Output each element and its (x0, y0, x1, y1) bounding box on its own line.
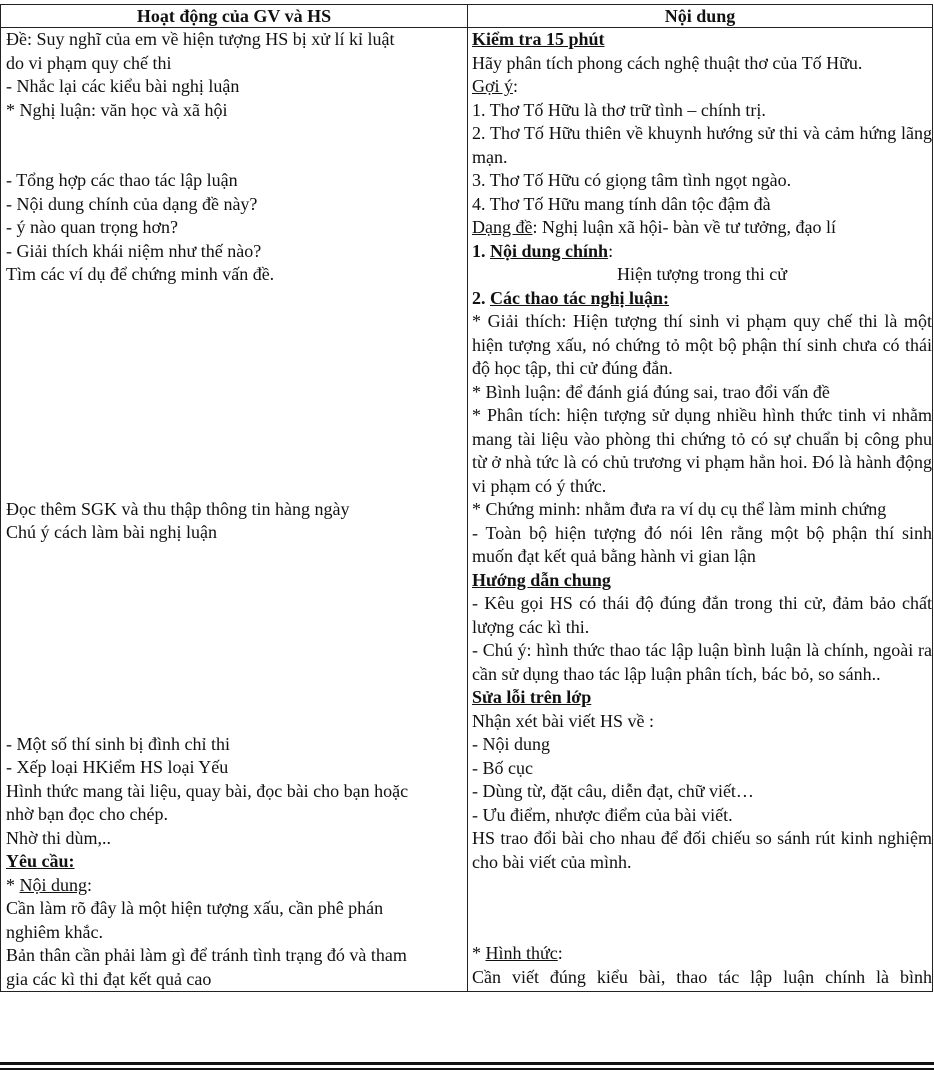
lesson-table (0, 4, 933, 992)
main-content-label: Nội dung chính (490, 240, 609, 261)
main-content-heading (472, 240, 932, 264)
colon: : (608, 240, 614, 261)
activity-line: Tìm các ví dụ để chứng minh vấn đề. (6, 264, 275, 284)
activity-line: - Nội dung chính của dạng đề này? (6, 193, 258, 214)
general-guide-heading: Hướng dẫn chung (472, 569, 611, 590)
topic-type-label: Dạng đề (472, 217, 533, 237)
topic-type (472, 216, 932, 240)
guide-item: - Chú ý: hình thức thao tác lập luận bình luận là chính, ngoài ra cần sử dụng thao tác lập luận phân tích, bác bỏ, so sánh.. (472, 640, 932, 684)
activity-line: nghiêm khắc. (6, 921, 103, 942)
activity-line: * Nghị luận: văn học và xã hội (6, 99, 228, 120)
colon: : (513, 76, 519, 96)
body-row (1, 28, 933, 992)
activity-line: Nhờ thi dùm,.. (6, 827, 112, 848)
content-subheading (6, 874, 461, 898)
activity-line: - ý nào quan trọng hơn? (6, 217, 178, 237)
operation-item: * Bình luận: để đánh giá đúng sai, trao đổi vấn đề (472, 381, 830, 402)
content-label: Nội dung (19, 874, 87, 895)
operation-item: * Chứng minh: nhằm đưa ra ví dụ cụ thể làm minh chứng (472, 499, 887, 519)
correction-item: - Nội dung (472, 734, 550, 754)
hint-item: 4. Thơ Tố Hữu mang tính dân tộc đậm đà (472, 193, 771, 214)
correction-item: - Bố cục (472, 757, 533, 778)
hint-item: 2. Thơ Tố Hữu thiên về khuynh hướng sử thi và cảm hứng lãng mạn. (472, 123, 932, 167)
guide-item: - Kêu gọi HS có thái độ đúng đắn trong thi cử, đảm bảo chất lượng các kì thi. (472, 593, 932, 637)
correction-item: - Ưu điểm, nhược điểm của bài viết. (472, 804, 733, 825)
activity-line: Cần làm rõ đây là một hiện tượng xấu, cần phê phán (6, 898, 384, 918)
section-number: 1. (472, 240, 490, 261)
header-content: Nội dung (468, 5, 933, 28)
bullet: * (472, 943, 486, 963)
form-label: Hình thức (485, 943, 558, 963)
main-content-text: Hiện tượng trong thi cử (616, 264, 787, 284)
topic-line-2: do vi phạm quy chế thi (6, 52, 172, 73)
activity-line: - Nhắc lại các kiểu bài nghị luận (6, 76, 240, 96)
header-teacher-student-activities: Hoạt động của GV và HS (1, 5, 468, 28)
hint-heading (472, 75, 932, 99)
content-column (468, 28, 933, 992)
activity-line: - Tổng hợp các thao tác lập luận (6, 170, 238, 190)
operations-heading (472, 287, 932, 311)
page-bottom-rule (0, 1062, 934, 1065)
header-row (1, 5, 933, 28)
activity-line: - Giải thích khái niệm như thế nào? (6, 240, 262, 261)
activity-line: gia các kì thi đạt kết quả cao (6, 968, 212, 989)
hint-label: Gợi ý (472, 76, 514, 96)
correction-item: HS trao đổi bài cho nhau để đối chiếu so sánh rút kinh nghiệm cho bài viết của mình. (472, 828, 932, 872)
activity-line: Đọc thêm SGK và thu thập thông tin hàng ngày (6, 498, 350, 519)
section-number: 2. (472, 287, 490, 308)
operation-item: * Giải thích: Hiện tượng thí sinh vi phạm quy chế thi là một hiện tượng xấu, nó chứng tỏ một bộ phận thí sinh chưa có thái độ học tập, thi cử đúng đắn. (472, 311, 932, 378)
activity-line: nhờ bạn đọc cho chép. (6, 804, 168, 824)
operations-label: Các thao tác nghị luận: (490, 287, 670, 308)
page-bottom-rule (0, 1068, 934, 1070)
test-heading: Kiểm tra 15 phút (472, 29, 605, 49)
requirements-heading: Yêu cầu: (6, 851, 75, 871)
activities-column (1, 28, 468, 992)
spacer (6, 287, 461, 498)
class-correction-heading: Sửa lỗi trên lớp (472, 687, 592, 707)
hint-item: 3. Thơ Tố Hữu có giọng tâm tình ngọt ngào. (472, 170, 792, 190)
bullet: * (6, 874, 20, 895)
spacer (6, 545, 461, 733)
topic-type-text: : Nghị luận xã hội- bàn về tư tưởng, đạo lí (532, 217, 836, 237)
activity-line: Hình thức mang tài liệu, quay bài, đọc bài cho bạn hoặc (6, 780, 409, 801)
spacer (6, 122, 461, 169)
activity-line: Chú ý cách làm bài nghị luận (6, 522, 217, 542)
activity-line: - Xếp loại HKiểm HS loại Yếu (6, 757, 229, 777)
correction-item: - Dùng từ, đặt câu, diễn đạt, chữ viết… (472, 781, 754, 801)
test-question: Hãy phân tích phong cách nghệ thuật thơ của Tố Hữu. (472, 52, 863, 73)
form-heading (472, 942, 932, 966)
form-text: Cần viết đúng kiểu bài, thao tác lập luận chính là bình (472, 966, 932, 987)
correction-item: Nhận xét bài viết HS về : (472, 710, 654, 731)
operation-item: * Phân tích: hiện tượng sử dụng nhiều hình thức tinh vi nhằm mang tài liệu vào phòng thi chứng tỏ có sự chuẩn bị công phu từ ở nhà tức là có chủ trương vi phạm hẳn hoi. Đó là hành động vi phạm có ý thức. (472, 405, 932, 496)
topic-line-1: Đề: Suy nghĩ của em về hiện tượng HS bị xử lí kỉ luật (6, 29, 395, 49)
spacer (472, 874, 932, 942)
operation-item: - Toàn bộ hiện tượng đó nói lên rằng một bộ phận thí sinh muốn đạt kết quả bằng hành vi gian lận (472, 522, 932, 566)
activity-line: Bản thân cần phải làm gì để tránh tình trạng đó và tham (6, 945, 407, 965)
colon: : (557, 943, 563, 963)
activity-line: - Một số thí sinh bị đình chỉ thi (6, 733, 231, 754)
colon: : (87, 874, 93, 895)
hint-item: 1. Thơ Tố Hữu là thơ trữ tình – chính trị. (472, 99, 766, 120)
